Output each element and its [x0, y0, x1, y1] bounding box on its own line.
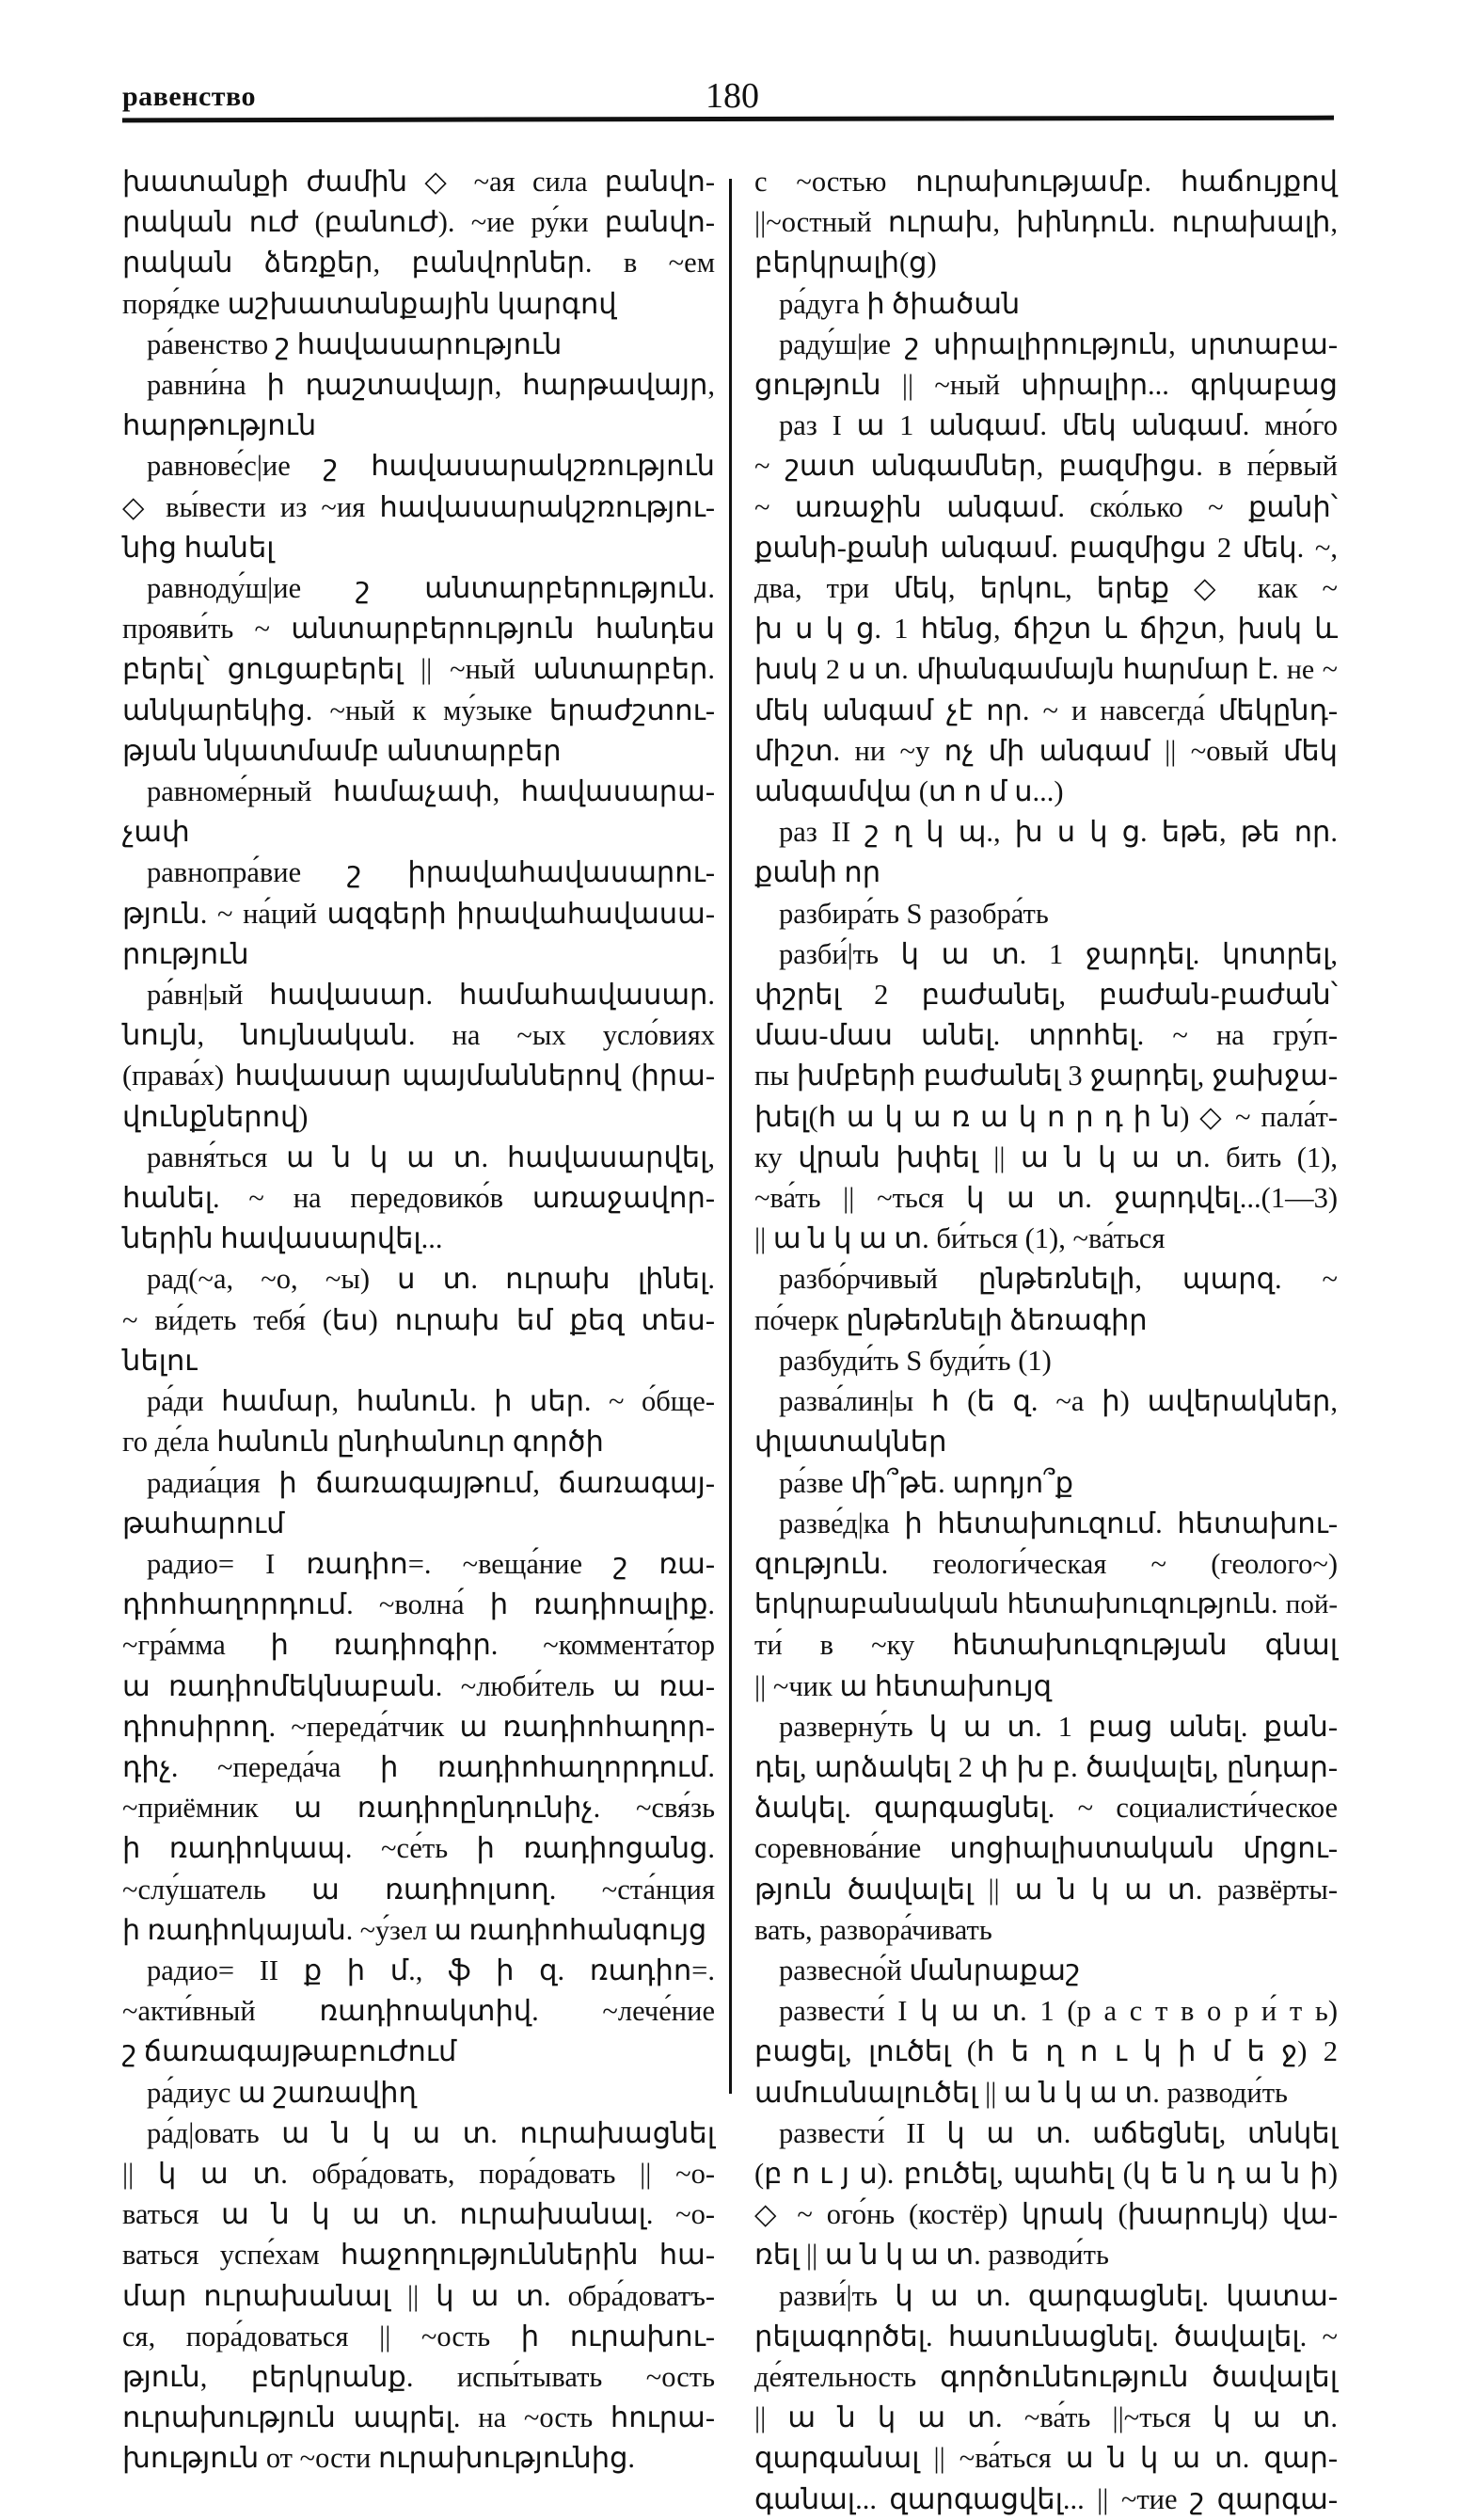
dictionary-line: || ա ն կ ա տ. ~ва́ть ||~ться կ ա տ. [754, 2401, 1338, 2434]
dictionary-line: ~ շատ անգամներ, բազմիցս. в пе́рвый [754, 450, 1338, 483]
dictionary-line: բերկրալի(ց) [754, 247, 937, 279]
dictionary-line: ցություն || ~ный սիրալիր... գրկաբաց [754, 369, 1338, 402]
dictionary-line: ներին հավասարվել... [122, 1222, 443, 1255]
dictionary-line: ра́диус ա շառավիղ [147, 2076, 417, 2109]
dictionary-line: два, три մեկ, երկու, երեք ◇ как ~ [754, 572, 1338, 605]
dictionary-line: рад(~а, ~о, ~ы) ս տ. ուրախ լինել. [147, 1263, 715, 1296]
dictionary-line: ամուսնալուծել || ա ն կ ա տ. разводи́ть [754, 2076, 1288, 2109]
dictionary-line: раз I ա 1 անգամ. մեկ անգամ. мно́го [779, 409, 1338, 442]
dictionary-line: соревнова́ние սոցիալիստական մրցու- [754, 1832, 1338, 1865]
dictionary-line: ~акти́вный ռադիոակտիվ. ~лече́ние [122, 1995, 715, 2028]
dictionary-line: радио= I ռադիո=. ~веща́ние շ ռա- [147, 1547, 715, 1580]
dictionary-line: разбуди́ть S буди́ть (1) [779, 1344, 1052, 1377]
dictionary-line: րական ձեռքեր, բանվորներ. в ~ем [122, 247, 715, 279]
dictionary-line: անգամվա (տ ո մ ս...) [754, 775, 1064, 808]
dictionary-line: ваться успе́хам հաջողություններին հա- [122, 2239, 715, 2272]
dictionary-line: թյուն ծավալել || ա ն կ ա տ. развёрты- [754, 1873, 1338, 1906]
dictionary-line: ра́вн|ый հավասար. համահավասար. [147, 979, 715, 1012]
dictionary-line: խատանքի ժամին ◇ ~ая сила բանվո- [122, 166, 715, 198]
dictionary-line: радиа́ция ի ճառագայթում, ճառագայ- [147, 1466, 715, 1499]
dictionary-line: прояви́ть ~ անտարբերություն հանդես [122, 613, 715, 646]
dictionary-line: раду́ш|ие շ սիրալիրություն, սրտաբա- [779, 327, 1338, 360]
dictionary-line: ձակել. զարգացնել. ~ социалисти́ческое [754, 1792, 1338, 1825]
dictionary-line: равноду́ш|ие շ անտարբերություն. [147, 572, 715, 605]
dictionary-line: դիոսիրող. ~переда́тчик ա ռադիոհաղոր- [122, 1710, 715, 1743]
dictionary-line: չափ [122, 816, 190, 849]
dictionary-line: ся, пора́доваться || ~ость ի ուրախու- [122, 2320, 715, 2353]
dictionary-line: բերել՝ ցուցաբերել || ~ный անտարբեր. [122, 653, 715, 686]
dictionary-line: նից հանել [122, 531, 275, 564]
dictionary-line: развести́ I կ ա տ. 1 (р а с т в о р и́ т ь) [779, 1995, 1338, 2028]
dictionary-line: ◇ ~ ого́нь (костёр) կրակ (խարույկ) վա- [754, 2198, 1338, 2231]
dictionary-line: դիոհաղորդում. ~волна́ ի ռադիոալիք. [122, 1588, 715, 1621]
dictionary-line: по́черк ընթեռնելի ձեռագիր [754, 1303, 1148, 1336]
dictionary-line: разверну́ть կ ա տ. 1 բաց անել. քան- [779, 1710, 1338, 1743]
dictionary-line: раз II շ ղ կ պ., խ ս կ ց. եթե, թե որ. [779, 816, 1338, 849]
dictionary-line: շ ճառագայթաբուժում [122, 2035, 457, 2068]
dictionary-line: ~гра́мма ի ռադիոգիր. ~коммента́тор [122, 1629, 715, 1662]
dictionary-line: (права́х) հավասար պայմաններով (իրա- [122, 1060, 715, 1093]
dictionary-line: զություն. геологи́ческая ~ (геолого~) [754, 1547, 1338, 1580]
dictionary-line: ~слу́шатель ա ռադիոլսող. ~ста́нция [122, 1873, 715, 1906]
dictionary-line: ի ռադիոկայան. ~у́зел ա ռադիոհանգույց [122, 1914, 707, 1946]
dictionary-line: դել, արձակել 2 փ խ բ. ծավալել, ընդար- [754, 1750, 1338, 1783]
dictionary-line: ти́ в ~ку հետախուզության գնալ [754, 1629, 1338, 1662]
dictionary-line: խություն от ~ости ուրախությունից. [122, 2442, 636, 2475]
dictionary-line: ра́дуга ի ծիածան [779, 287, 1021, 320]
dictionary-line: թյան նկատմամբ անտարբեր [122, 734, 562, 767]
left-column [122, 162, 715, 2480]
dictionary-line: փլատակներ [754, 1426, 947, 1459]
dictionary-line: մաս-մաս անել. տրոհել. ~ на гру́п- [754, 1019, 1338, 1052]
dictionary-line: ուրախություն ապրել. на ~ость հուրա- [122, 2401, 715, 2434]
dictionary-line: || ա ն կ ա տ. би́ться (1), ~ва́ться [754, 1222, 1166, 1255]
dictionary-line: ра́ди համար, հանուն. ի սեր. ~ о́бще- [147, 1385, 715, 1418]
dictionary-line: մեկ անգամ չէ որ. ~ и навсегда́ մեկընդ- [754, 694, 1338, 726]
dictionary-line: րություն [122, 937, 249, 970]
dictionary-line: խ ս կ ց. 1 հենց, ճիշտ և ճիշտ, խսկ և [754, 613, 1338, 646]
dictionary-line: երկրաբանական հետախուզություն. пой- [754, 1589, 1338, 1620]
dictionary-line: ку վրան խփել || ա ն կ ա տ. бить (1), [754, 1140, 1338, 1173]
dictionary-line: (բ ո ւ յ ս). բուծել, պահել (կ ե ն դ ա ն ի) [754, 2157, 1338, 2190]
dictionary-line: գանալ... զարգացվել... || ~тие շ զարգա- [754, 2482, 1338, 2515]
dictionary-line: ~приёмник ա ռադիոընդունիչ. ~свя́зь [122, 1792, 715, 1825]
dictionary-line: || ~чик ա հետախույզ [754, 1669, 1052, 1702]
page-number: 180 [706, 76, 759, 116]
dictionary-line: միշտ. ни ~у ոչ մի անգամ || ~овый մեկ [754, 734, 1338, 767]
dictionary-line: թյուն. ~ на́ций ազգերի իրավահավասա- [122, 897, 715, 930]
dictionary-line: пы խմբերի բաժանել 3 ջարդել, ջախջա- [754, 1060, 1338, 1093]
running-head: равенство [122, 81, 257, 112]
dictionary-line: ра́зве մի՞թե. արդյո՞ք [779, 1466, 1073, 1499]
dictionary-line: || կ ա տ. обра́довать, пора́довать || ~о- [122, 2157, 715, 2190]
dictionary-line: разбо́рчивый ընթեռնելի, պարզ. ~ [779, 1263, 1338, 1296]
dictionary-line: ի ռադիոկապ. ~се́ть ի ռադիոցանց. [122, 1832, 715, 1865]
dictionary-line: թյուն, բերկրանք. испы́тывать ~ость [122, 2360, 715, 2393]
dictionary-line: ~ ви́деть тебя́ (ես) ուրախ եմ քեզ տես- [122, 1303, 715, 1336]
dictionary-line: вать, развора́чивать [754, 1913, 992, 1946]
dictionary-line: равнопра́вие շ իրավահավասարու- [147, 856, 715, 889]
dictionary-line: հարթություն [122, 409, 317, 442]
dictionary-line: развесно́й մանրաքաշ [779, 1954, 1081, 1986]
dictionary-line: դիչ. ~переда́ча ի ռադիոհաղորդում. [122, 1750, 715, 1783]
dictionary-line: խսկ 2 ս տ. միանգամայն հարմար է. не ~ [754, 654, 1338, 686]
dictionary-line: մար ուրախանալ || կ ա տ. обра́доватъ- [122, 2279, 715, 2312]
dictionary-line: փշրել 2 բաժանել, բաժան-բաժան՝ [754, 979, 1338, 1012]
dictionary-line: разви́|ть կ ա տ. զարգացնել. կատա- [779, 2279, 1338, 2312]
dictionary-line: ра́д|овать ա ն կ ա տ. ուրախացնել [147, 2116, 715, 2149]
dictionary-line: радио= II ք ի մ., ֆ ի զ. ռադիո=. [147, 1954, 715, 1986]
dictionary-line: ~ва́ть || ~ться կ ա տ. ջարդվել...(1—3) [754, 1182, 1338, 1215]
dictionary-line: ваться ա ն կ ա տ. ուրախանալ. ~о- [122, 2198, 715, 2231]
dictionary-line: ~ առաջին անգամ. ско́лько ~ քանի՝ [754, 490, 1338, 523]
dictionary-line: с ~остью ուրախությամբ. հաճույքով [754, 166, 1338, 198]
dictionary-line: քանի-քանի անգամ. բազմիցս 2 մեկ. ~, [754, 531, 1338, 564]
dictionary-line: զարգանալ || ~ва́ться ա ն կ ա տ. զար- [754, 2442, 1338, 2475]
dictionary-line: го де́ла հանուն ընդհանուր գործի [122, 1426, 604, 1459]
right-column [754, 162, 1338, 2520]
dictionary-line: վունքներով) [122, 1100, 309, 1133]
dictionary-line: նելու [122, 1344, 198, 1377]
column-divider [729, 179, 732, 2094]
dictionary-line: разбира́ть S разобра́ть [779, 897, 1049, 930]
dictionary-line: ра́венство շ հավասարություն [147, 327, 563, 360]
dictionary-line: րելագործել. հասունացնել. ծավալել. ~ [754, 2320, 1338, 2353]
dictionary-line: նույն, նույնական. на ~ых усло́виях [122, 1019, 715, 1052]
dictionary-line: равноме́рный համաչափ, հավասարա- [147, 775, 715, 808]
dictionary-line: անկարեկից. ~ный к му́зыке երաժշտու- [122, 694, 715, 726]
dictionary-line: ռել || ա ն կ ա տ. разводи́ть [754, 2239, 1109, 2272]
dictionary-line: խել(հ ա կ ա ռ ա կ ո ր դ ի ն) ◇ ~ пала́т- [754, 1100, 1338, 1133]
dictionary-line: равнове́с|ие շ հավասարակշռություն [147, 450, 715, 483]
dictionary-line: равни́на ի դաշտավայր, հարթավայր, [147, 369, 715, 402]
dictionary-line: равня́ться ա ն կ ա տ. հավասարվել, [147, 1140, 715, 1173]
dictionary-line: ||~остный ուրախ, խինդուն. ուրախալի, [754, 206, 1338, 239]
dictionary-line: развести́ II կ ա տ. աճեցնել, տնկել [779, 2116, 1338, 2149]
dictionary-line: разве́д|ка ի հետախուզում. հետախու- [779, 1507, 1338, 1539]
dictionary-line: րական ուժ (բանուժ). ~ие ру́ки բանվո- [122, 206, 715, 239]
dictionary-line: разби́|ть կ ա տ. 1 ջարդել. կոտրել, [779, 937, 1338, 970]
dictionary-line: ա ռադիոմեկնաբան. ~люби́тель ա ռա- [122, 1669, 715, 1702]
dictionary-line: разва́лин|ы հ (ե զ. ~а ի) ավերակներ, [779, 1385, 1338, 1418]
dictionary-line: поря́дке աշխատանքային կարգով [122, 287, 617, 320]
dictionary-line: բացել, լուծել (հ ե ղ ո ւ կ ի մ ե ջ) 2 [754, 2035, 1338, 2068]
dictionary-line: քանի որ [754, 856, 881, 889]
dictionary-line: թահարում [122, 1507, 285, 1539]
dictionary-line: ◇ вы́вести из ~ия հավասարակշռությու- [122, 490, 715, 523]
dictionary-line: հանել. ~ на передовико́в առաջավոր- [122, 1182, 715, 1215]
dictionary-line: де́ятельность գործունեություն ծավալել [754, 2360, 1338, 2393]
